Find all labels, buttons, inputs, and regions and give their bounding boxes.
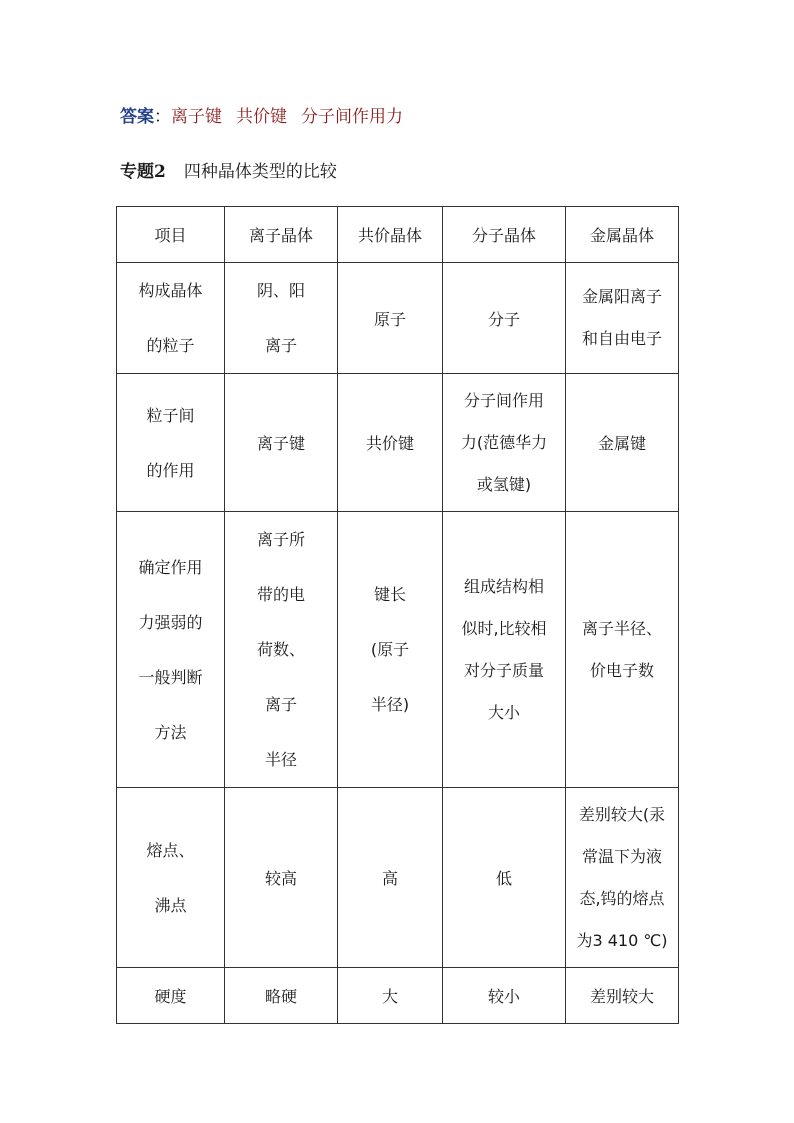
table-cell: 分子间作用 力(范德华力 或氢键) <box>443 374 566 512</box>
header-cell: 离子晶体 <box>225 207 338 263</box>
comparison-table <box>116 206 679 1024</box>
table-cell: 阴、阳 离子 <box>225 263 338 374</box>
answer-item: 离子键 <box>171 107 222 127</box>
table-row <box>117 968 679 1024</box>
table-cell: 离子键 <box>225 374 338 512</box>
table-cell: 离子半径、 价电子数 <box>566 512 679 788</box>
header-cell: 共价晶体 <box>338 207 443 263</box>
row-label: 确定作用 力强弱的 一般判断 方法 <box>117 512 225 788</box>
table-cell: 键长 (原子 半径) <box>338 512 443 788</box>
answer-item: 分子间作用力 <box>301 107 403 127</box>
table-cell: 大 <box>338 968 443 1024</box>
table-row <box>117 788 679 968</box>
row-label: 粒子间 的作用 <box>117 374 225 512</box>
table-row <box>117 374 679 512</box>
table-cell: 金属键 <box>566 374 679 512</box>
table-cell: 分子 <box>443 263 566 374</box>
table-row <box>117 263 679 374</box>
section-title <box>120 160 337 184</box>
header-cell: 分子晶体 <box>443 207 566 263</box>
table-cell: 差别较大 <box>566 968 679 1024</box>
row-label: 硬度 <box>117 968 225 1024</box>
table-cell: 组成结构相 似时,比较相 对分子质量 大小 <box>443 512 566 788</box>
answer-line <box>120 105 417 129</box>
answer-colon: ： <box>154 107 171 127</box>
table-cell: 共价键 <box>338 374 443 512</box>
table-cell: 低 <box>443 788 566 968</box>
table-cell: 金属阳离子 和自由电子 <box>566 263 679 374</box>
section-title-text: 四种晶体类型的比较 <box>183 162 337 182</box>
table-cell: 较高 <box>225 788 338 968</box>
table-cell: 离子所 带的电 荷数、 离子 半径 <box>225 512 338 788</box>
row-label: 熔点、 沸点 <box>117 788 225 968</box>
header-cell: 项目 <box>117 207 225 263</box>
answer-item: 共价键 <box>236 107 287 127</box>
answer-prefix: 答案 <box>120 107 154 127</box>
table-cell: 略硬 <box>225 968 338 1024</box>
table-cell: 原子 <box>338 263 443 374</box>
table-row <box>117 512 679 788</box>
header-cell: 金属晶体 <box>566 207 679 263</box>
table-cell: 差别较大(汞 常温下为液 态,钨的熔点 为3 410 ℃) <box>566 788 679 968</box>
row-label: 构成晶体 的粒子 <box>117 263 225 374</box>
table-header-row <box>117 207 679 263</box>
section-number: 专题2 <box>120 162 166 182</box>
table-cell: 较小 <box>443 968 566 1024</box>
table-cell: 高 <box>338 788 443 968</box>
